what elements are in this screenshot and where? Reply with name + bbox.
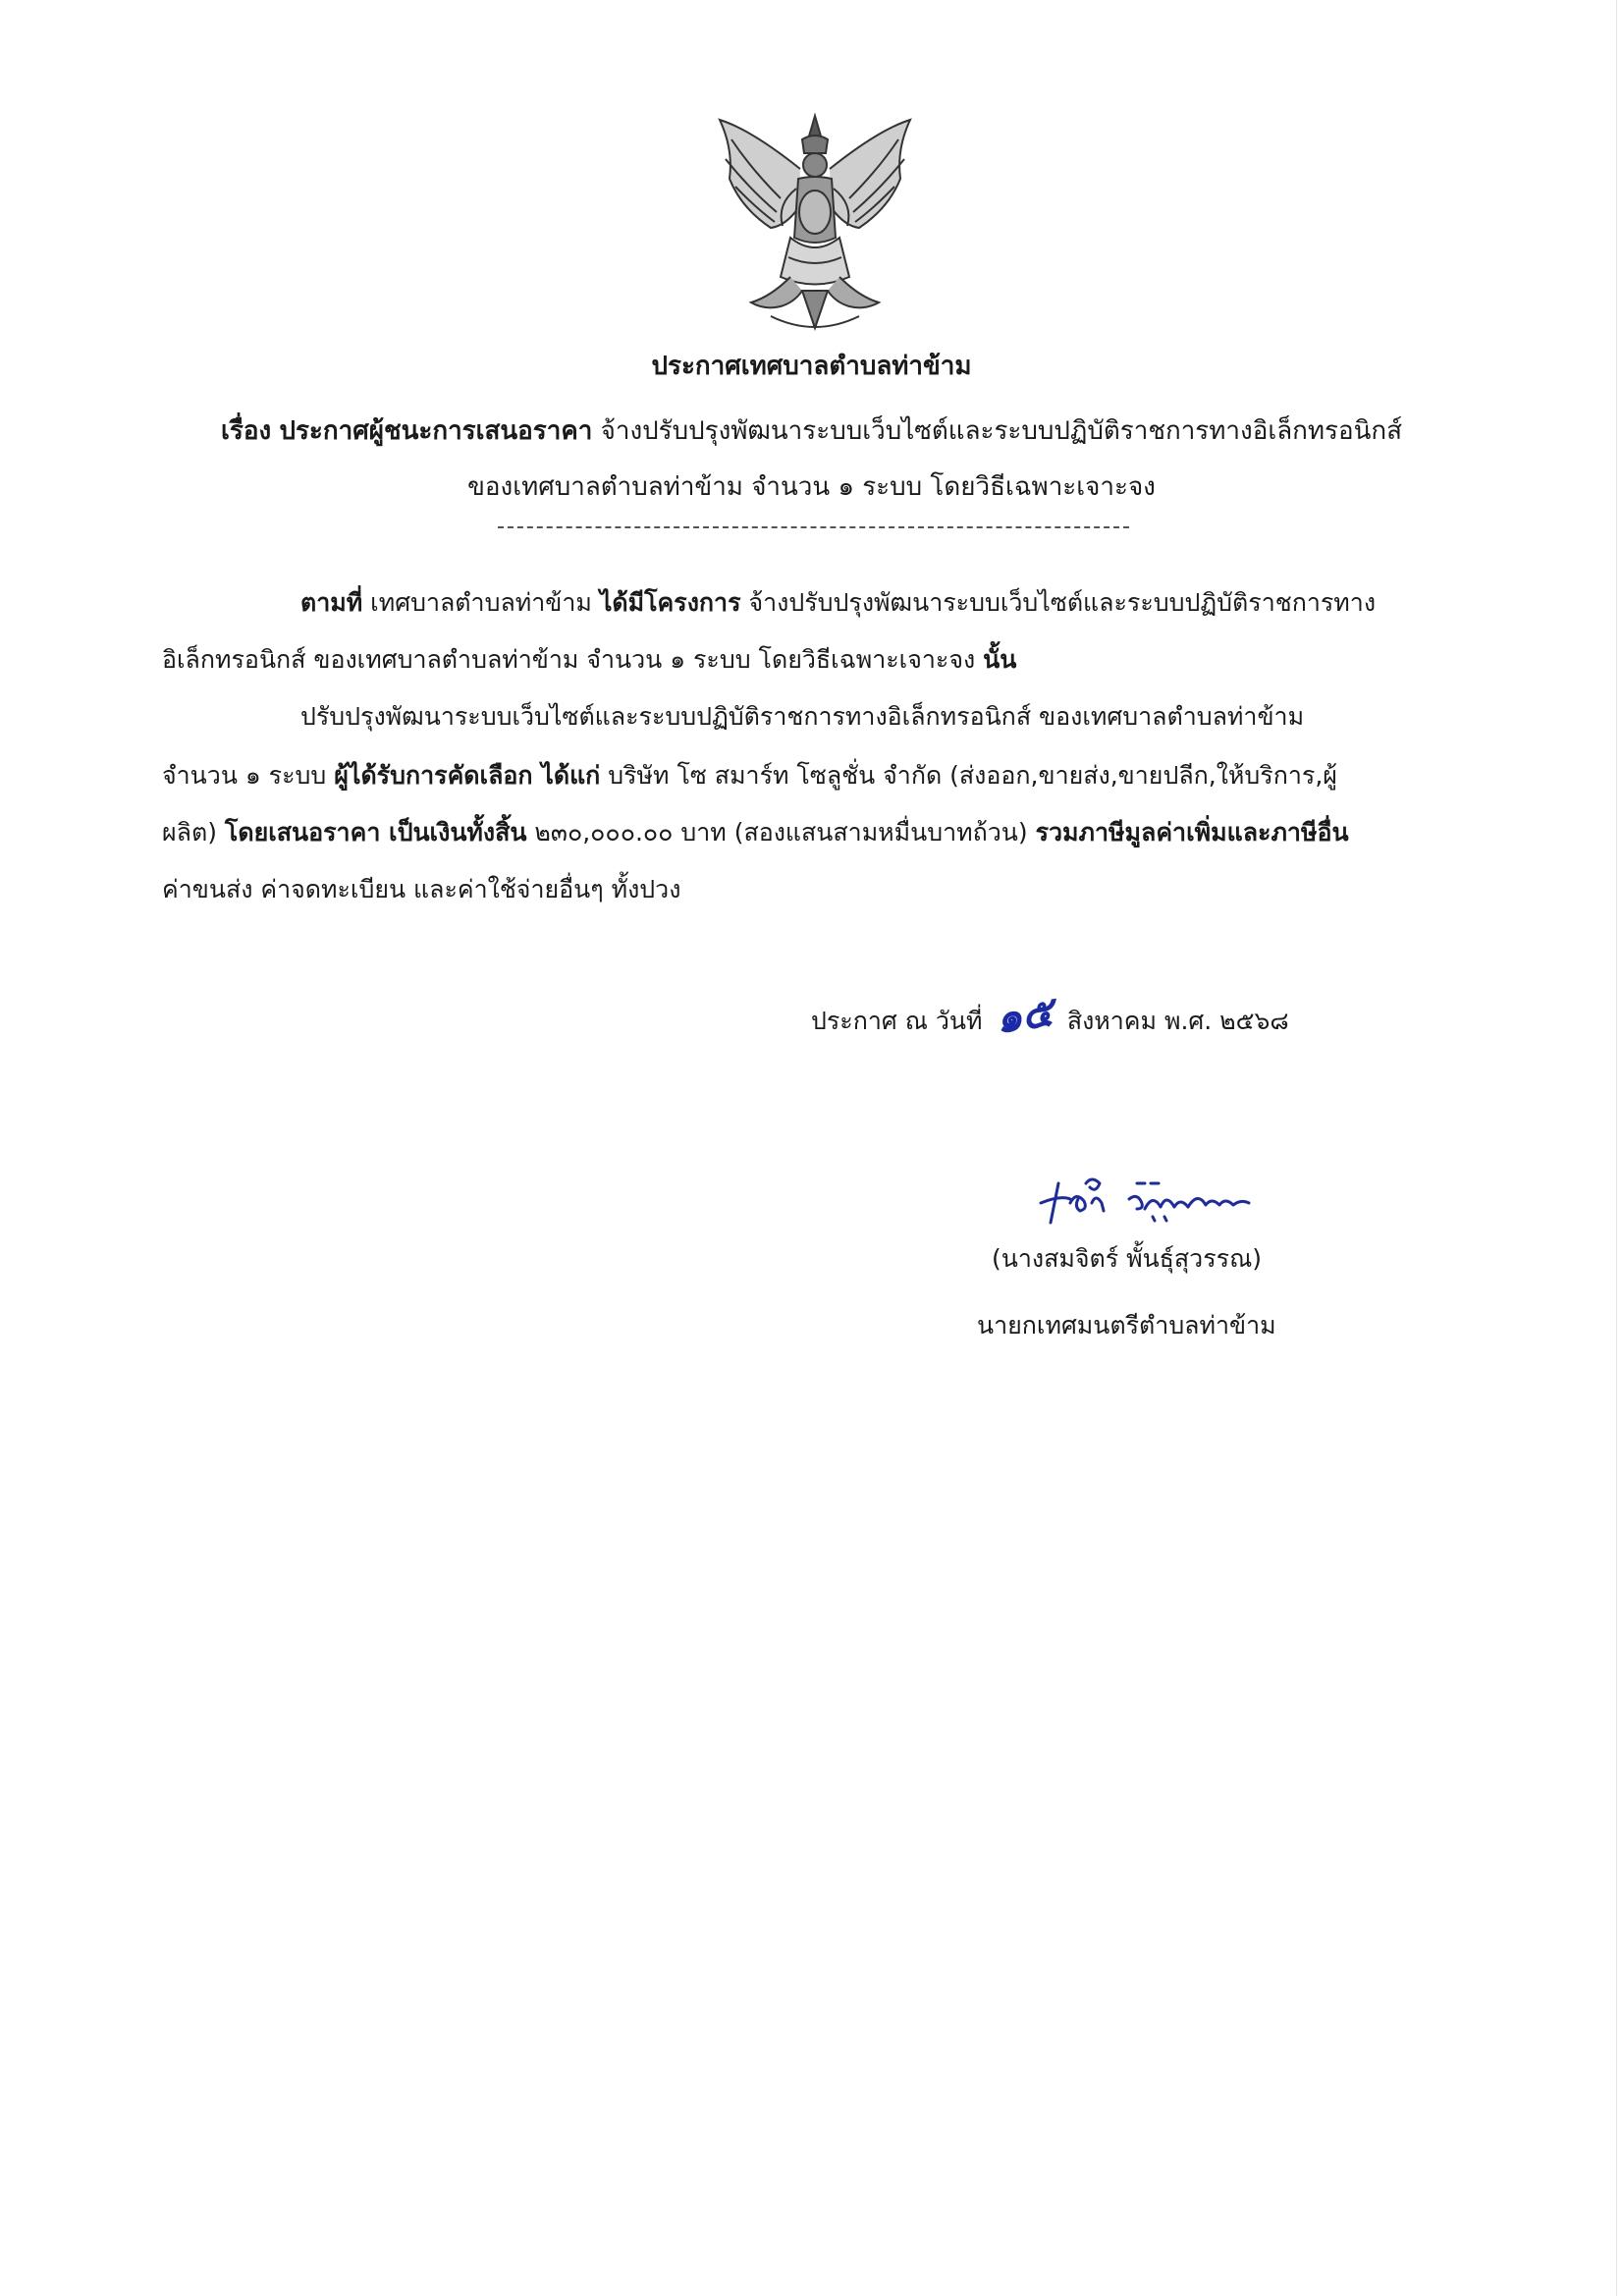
garuda-emblem-icon [712, 110, 918, 338]
paragraph-2-line-2 [162, 756, 1337, 795]
p2-line3-text-1: ผลิต) [162, 818, 225, 847]
p1-bold-1: ตามที่ [300, 588, 363, 617]
p1-text-2: จ้างปรับปรุงพัฒนาระบบเว็บไซต์และระบบปฏิบัติราชการทาง [740, 588, 1377, 617]
paragraph-1-line-2 [162, 640, 1016, 680]
paragraph-2-line-4: ค่าขนส่ง ค่าจดทะเบียน และค่าใช้จ่ายอื่นๆ ทั้งปวง [162, 875, 681, 903]
p2-line2-bold: ผู้ได้รับการคัดเลือก ได้แก่ [334, 761, 601, 790]
p1-line2-text: อิเล็กทรอนิกส์ ของเทศบาลตำบลท่าข้าม จำนวน ๑ ระบบ โดยวิธีเฉพาะเจาะจง [162, 645, 984, 674]
subject-line-1 [0, 410, 1623, 451]
p2-line3-text-2: ๒๓๐,๐๐๐.๐๐ บาท (สองแสนสามหมื่นบาทถ้วน) [526, 818, 1036, 847]
subject-bold: ประกาศผู้ชนะการเสนอราคา [279, 416, 593, 446]
handwritten-signature [1031, 1154, 1276, 1232]
subject-label: เรื่อง [221, 416, 272, 446]
announcement-date [811, 987, 1289, 1043]
handwritten-day: ๑๕ [993, 987, 1056, 1043]
p2-line3-bold-2: รวมภาษีมูลค่าเพิ่มและภาษีอื่น [1035, 818, 1349, 847]
paragraph-2-line-1: ปรับปรุงพัฒนาระบบเว็บไซต์และระบบปฏิบัติราชการทางอิเล็กทรอนิกส์ ของเทศบาลตำบลท่าข้าม [300, 702, 1305, 731]
paragraph-1-line-1 [300, 583, 1376, 623]
p2-line2-text-1: จำนวน ๑ ระบบ [162, 761, 335, 790]
subject-rest: จ้างปรับปรุงพัฒนาระบบเว็บไซต์และระบบปฏิบัติราชการทางอิเล็กทรอนิกส์ [600, 416, 1402, 446]
date-prefix: ประกาศ ณ วันที่ [811, 1007, 983, 1035]
p2-line2-text-2: บริษัท โซ สมาร์ท โซลูชั่น จำกัด (ส่งออก,ขายส่ง,ขายปลีก,ให้บริการ,ผู้ [600, 761, 1337, 790]
p2-line3-bold-1: โดยเสนอราคา เป็นเงินทั้งสิ้น [224, 818, 527, 847]
p1-text-1: เทศบาลตำบลท่าข้าม [362, 588, 600, 617]
scan-edge-line [1616, 0, 1617, 2296]
divider-dashes [498, 526, 1129, 528]
signer-position: นายกเทศมนตรีตำบลท่าข้าม [977, 1311, 1276, 1339]
subject-line-2: ของเทศบาลตำบลท่าข้าม จำนวน ๑ ระบบ โดยวิธีเฉพาะเจาะจง [467, 472, 1156, 502]
p1-line2-bold: นั้น [983, 645, 1017, 674]
signer-name: (นางสมจิตร์ พั้นธุ์สุวรรณ) [992, 1244, 1263, 1273]
p1-bold-2: ได้มีโครงการ [599, 588, 741, 617]
date-suffix: สิงหาคม พ.ศ. ๒๕๖๘ [1066, 1007, 1289, 1035]
agency-title: ประกาศเทศบาลตำบลท่าข้าม [651, 352, 972, 381]
paragraph-2-line-3 [162, 813, 1349, 852]
